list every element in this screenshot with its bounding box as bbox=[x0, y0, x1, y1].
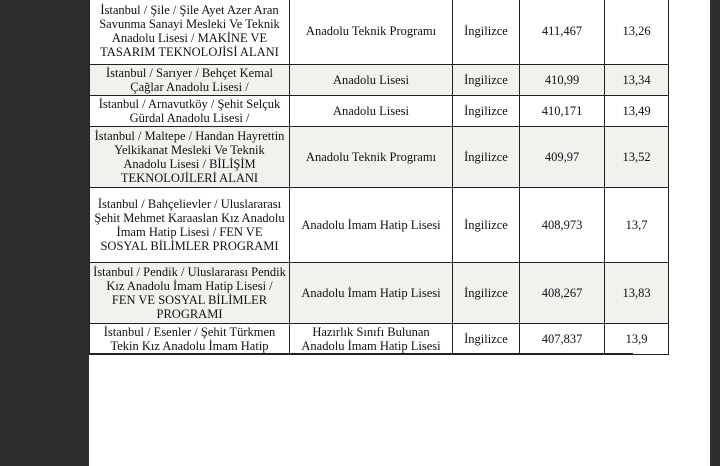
language-cell: İngilizce bbox=[453, 324, 520, 355]
language-cell: İngilizce bbox=[453, 65, 520, 96]
percentile-cell: 13,83 bbox=[605, 263, 669, 324]
school-cell: İstanbul / Bahçelievler / Uluslararası Şehit Mehmet Karaaslan Kız Anadolu İmam Hatip Lisesi / FEN VE SOSYAL BİLİMLER PROGRAMI bbox=[90, 188, 290, 263]
table-row bbox=[90, 65, 669, 96]
table-row bbox=[90, 263, 669, 324]
school-results-table bbox=[89, 0, 669, 355]
program-cell: Anadolu İmam Hatip Lisesi bbox=[290, 188, 453, 263]
program-cell: Anadolu İmam Hatip Lisesi bbox=[290, 263, 453, 324]
language-cell: İngilizce bbox=[453, 263, 520, 324]
percentile-cell: 13,26 bbox=[605, 0, 669, 65]
document-page bbox=[89, 0, 710, 466]
school-cell: İstanbul / Pendik / Uluslararası Pendik Kız Anadolu İmam Hatip Lisesi / FEN VE SOSYAL BİLİMLER PROGRAMI bbox=[90, 263, 290, 324]
language-cell: İngilizce bbox=[453, 96, 520, 127]
percentile-cell: 13,9 bbox=[605, 324, 669, 355]
table-row bbox=[90, 188, 669, 263]
school-cell: İstanbul / Arnavutköy / Şehit Selçuk Gürdal Anadolu Lisesi / bbox=[90, 96, 290, 127]
viewer-left-background bbox=[0, 0, 89, 466]
school-cell: İstanbul / Esenler / Şehit Türkmen Tekin Kız Anadolu İmam Hatip bbox=[90, 324, 290, 355]
score-cell: 410,99 bbox=[520, 65, 605, 96]
language-cell: İngilizce bbox=[453, 188, 520, 263]
score-cell: 411,467 bbox=[520, 0, 605, 65]
percentile-cell: 13,52 bbox=[605, 127, 669, 188]
school-cell: İstanbul / Şile / Şile Ayet Azer Aran Savunma Sanayi Mesleki Ve Teknik Anadolu Lisesi / MAKİNE VE TASARIM TEKNOLOJİSİ ALANI bbox=[90, 0, 290, 65]
score-cell: 408,973 bbox=[520, 188, 605, 263]
viewer-right-background bbox=[710, 0, 720, 466]
percentile-cell: 13,7 bbox=[605, 188, 669, 263]
language-cell: İngilizce bbox=[453, 127, 520, 188]
table-row bbox=[90, 96, 669, 127]
table-row bbox=[90, 0, 669, 65]
program-cell: Anadolu Teknik Programı bbox=[290, 127, 453, 188]
percentile-cell: 13,34 bbox=[605, 65, 669, 96]
program-cell: Anadolu Lisesi bbox=[290, 65, 453, 96]
score-cell: 408,267 bbox=[520, 263, 605, 324]
score-cell: 409,97 bbox=[520, 127, 605, 188]
school-cell: İstanbul / Sarıyer / Behçet Kemal Çağlar Anadolu Lisesi / bbox=[90, 65, 290, 96]
score-cell: 410,171 bbox=[520, 96, 605, 127]
language-cell: İngilizce bbox=[453, 0, 520, 65]
school-cell: İstanbul / Maltepe / Handan Hayrettin Yelkikanat Mesleki Ve Teknik Anadolu Lisesi / BİLİŞİM TEKNOLOJİLERİ ALANI bbox=[90, 127, 290, 188]
table-bottom-rule bbox=[89, 353, 633, 354]
program-cell: Hazırlık Sınıfı Bulunan Anadolu İmam Hatip Lisesi bbox=[290, 324, 453, 355]
program-cell: Anadolu Lisesi bbox=[290, 96, 453, 127]
score-cell: 407,837 bbox=[520, 324, 605, 355]
program-cell: Anadolu Teknik Programı bbox=[290, 0, 453, 65]
table-row bbox=[90, 127, 669, 188]
percentile-cell: 13,49 bbox=[605, 96, 669, 127]
table-row bbox=[90, 324, 669, 355]
